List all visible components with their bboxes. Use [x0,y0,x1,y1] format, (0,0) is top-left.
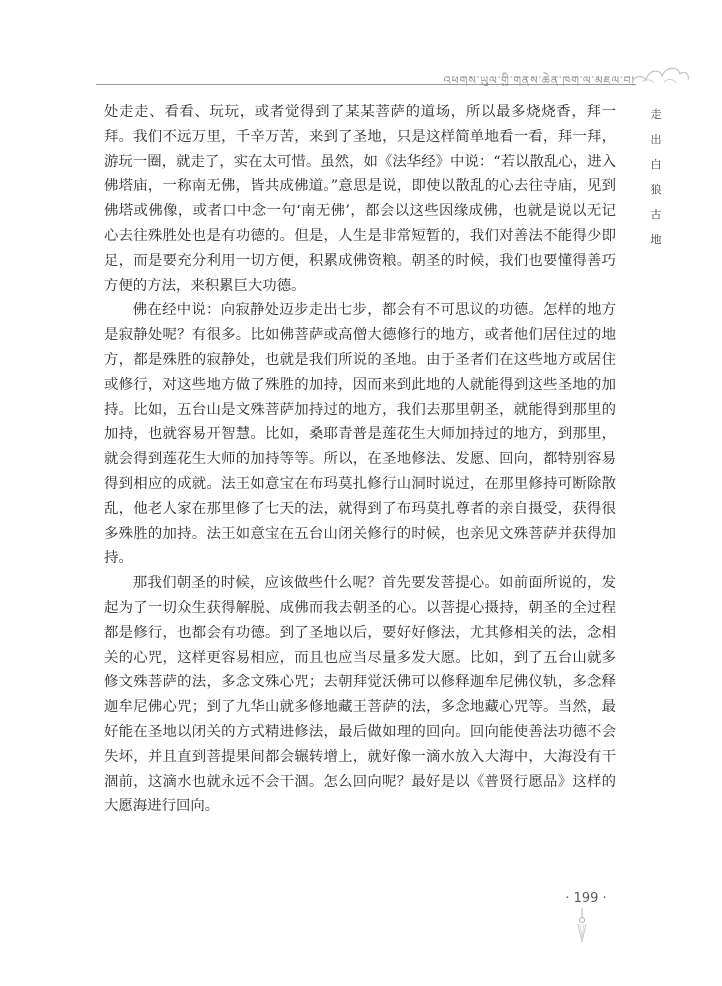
tassel-ornament-icon [570,908,594,944]
cloud-ornament-icon [628,52,692,88]
chapter-title-vertical: 走出白狼古地 [650,108,662,246]
paragraph-continued: 处走走、看看、玩玩，或者觉得到了某某菩萨的道场，所以最多烧烧香，拜一拜。我们不远万里，千辛万苦，来到了圣地，只是这样简单地看一看，拜一拜，游玩一圈，就走了，实在太可惜。虽然，如《法华经》中说：“若以散乱心，进入佛塔庙，一称南无佛，皆共成佛道。”意思是说，即使以散乱的心去往寺庙，见到佛塔或佛像，或者口中念一句‘南无佛’，都会以这些因缘成佛，也就是说以无记心去往殊胜处也是有功德的。但是，人生是非常短暂的，我们对善法不能得少即足，而是要充分利用一切方便，积累成佛资粮。朝圣的时候，我们也要懂得善巧方便的方法，来积累巨大功德。 [104,104,616,294]
paragraph: 佛在经中说：向寂静处迈步走出七步，都会有不可思议的功德。怎样的地方是寂静处呢？有很多。比如佛菩萨或高僧大德修行的地方，或者他们居住过的地方，都是殊胜的寂静处，也就是我们所说的圣地。由于圣者们在这些地方或居住或修行，对这些地方做了殊胜的加持，因而来到此地的人就能得到这些圣地的加持。比如，五台山是文殊菩萨加持过的地方，我们去那里朝圣，就能得到那里的加持，也就容易开智慧。比如，桑耶青普是莲花生大师加持过的地方，到那里，就会得到莲花生大师的加持等等。所以，在圣地修法、发愿、回向，都特别容易得到相应的成就。法王如意宝在布玛莫扎修行山洞时说过，在那里修持可断除散乱，他老人家在那里修了七天的法，就得到了布玛莫扎尊者的亲自摄受，获得很多殊胜的加持。法王如意宝在五台山闭关修行的时候，也亲见文殊菩萨并获得加持。 [104,302,616,567]
page-body [104,100,616,819]
page-number: · 199 · [565,891,607,906]
paragraph: 那我们朝圣的时候，应该做些什么呢？首先要发菩提心。如前面所说的，发起为了一切众生获得解脱、成佛而我去朝圣的心。以菩提心摄持，朝圣的全过程都是修行，也都会有功德。到了圣地以后，要好好修法，尤其修相关的法，念相关的心咒，这样更容易相应，而且也应当尽量多发大愿。比如，到了五台山就多修文殊菩萨的法，多念文殊心咒；去朝拜觉沃佛可以修释迦牟尼佛仪轨，多念释迦牟尼佛心咒；到了九华山就多修地藏王菩萨的法，多念地藏心咒等。当然，最好能在圣地以闭关的方式精进修法，最后做如理的回向。回向能使善法功德不会失坏，并且直到菩提果间都会辗转增上，就好像一滴水放入大海中，大海没有干涸前，这滴水也就永远不会干涸。怎么回向呢？最好是以《普贤行愿品》这样的大愿海进行回向。 [104,575,616,815]
running-header-tibetan: འཕགས་ཡུལ་གྱི་གནས་ཆེན་ཁག་ལ་མཇལ་བ། [443,74,635,86]
